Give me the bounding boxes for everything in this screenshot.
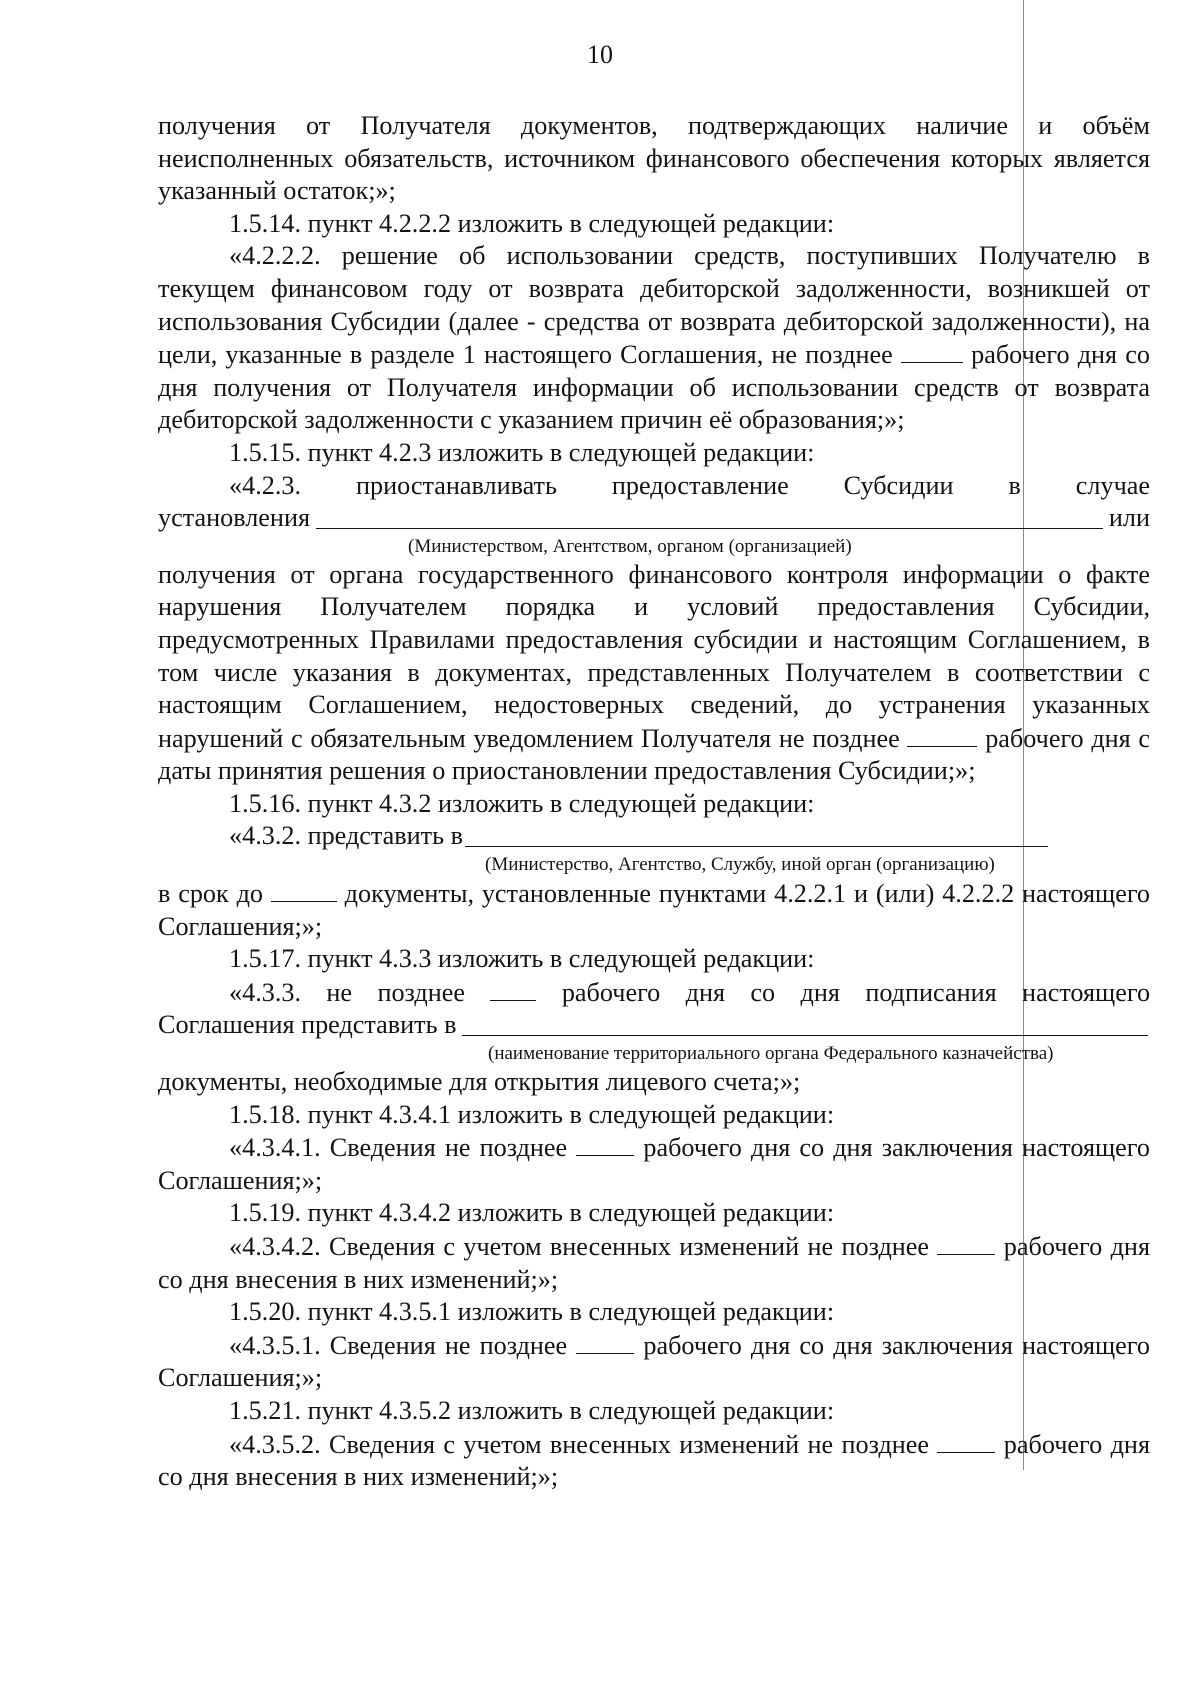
blank-field [576, 1329, 634, 1354]
clause-4-2-2-2-text-a: «4.2.2.2. решение об использовании средств, поступивших Получателю в текущем финансовом году от возврата дебиторской задолженности, возникшей от использования Субсидии (далее - средства от возврата дебиторской задолженности), на цели, указанные в разделе 1 настоящего Соглашения, не позднее [158, 241, 1150, 370]
clause-4-3-3-text-a: «4.3.3. не позднее [229, 977, 466, 1007]
clause-4-3-2-text-b: документы, установленные пунктами 4.2.2.1 и (или) 4.2.2.2 настоящего Соглашения;»; [158, 879, 1151, 941]
clause-4-3-3-head [158, 976, 1150, 1010]
clause-4-3-3-text-c: Соглашения представить в [158, 1010, 457, 1040]
clause-4-3-2-head: «4.3.2. представить в [229, 821, 463, 851]
paragraph-continuation: получения от Получателя документов, подтверждающих наличие и объём неисполненных обязательств, источником финансового обеспечения которых является указанный остаток;»; [158, 111, 1150, 206]
clause-4-2-3-text-a: получения от органа государственного финансового контроля информации о факте нарушения Получателем порядка и условий предоставления Субсидии, предусмотренных Правилами предоставления субсидии и настоящим Соглашением, в том числе указания в документах, представленных Получателем в соответствии с настоящим Соглашением, недостоверных сведений, до устранения указанных нарушений с обязательным уведомлением Получателя не позднее [158, 559, 1150, 753]
blank-field [576, 1131, 634, 1156]
page-number: 10 [587, 40, 613, 69]
clause-4-3-4-2-text-a: «4.3.4.2. Сведения с учетом внесенных изменений не позднее [229, 1232, 930, 1261]
blank-field [937, 1230, 995, 1255]
clause-4-3-3-text-b: рабочего дня со дня подписания настоящего [561, 977, 1151, 1007]
clause-4-3-2-body [158, 877, 1150, 943]
clause-4-2-3-head: «4.2.3. приостанавливать предоставление Субсидии в случае [229, 470, 1150, 500]
item-1-5-14: 1.5.14. пункт 4.2.2.2 изложить в следующей редакции: [229, 208, 835, 238]
clause-4-3-3-row [158, 1009, 1150, 1042]
clause-4-3-4-1-text-a: «4.3.4.1. Сведения не позднее [229, 1133, 568, 1163]
clause-4-3-3-end: документы, необходимые для открытия лицевого счета;»; [158, 1067, 801, 1097]
item-1-5-19: 1.5.19. пункт 4.3.4.2 изложить в следующей редакции: [229, 1198, 835, 1228]
blank-field [271, 877, 337, 902]
clause-4-2-3-body [158, 559, 1150, 788]
item-1-5-21: 1.5.21. пункт 4.3.5.2 изложить в следующей редакции: [229, 1395, 835, 1425]
clause-4-3-5-1-text-b: рабочего дня со дня заключения настоящего Соглашения;»; [158, 1330, 1150, 1393]
item-1-5-15: 1.5.15. пункт 4.2.3 изложить в следующей редакции: [229, 437, 815, 467]
clause-4-3-5-1 [158, 1329, 1150, 1395]
blank-field [937, 1428, 995, 1453]
blank-treasury-field [462, 1011, 1148, 1036]
caption-body: (Министерство, Агентство, Службу, иной орган (организацию) [485, 854, 995, 876]
item-1-5-17: 1.5.17. пункт 4.3.3 изложить в следующей редакции: [229, 944, 815, 974]
clause-4-2-2-2 [158, 240, 1150, 437]
establishment-label: установления [158, 503, 310, 533]
clause-4-3-4-1 [158, 1131, 1150, 1197]
blank-field [907, 722, 977, 747]
blank-field [490, 976, 536, 1001]
or-label: или [1108, 503, 1150, 533]
item-1-5-20: 1.5.20. пункт 4.3.5.1 изложить в следующей редакции: [229, 1297, 835, 1327]
item-1-5-18: 1.5.18. пункт 4.3.4.1 изложить в следующей редакции: [229, 1099, 835, 1129]
clause-4-3-5-2 [158, 1428, 1150, 1494]
blank-body-field [465, 822, 1048, 847]
clause-4-2-2-2-text-b: рабочего дня со дня получения от Получателя информации об использовании средств от возврата дебиторской задолженности с указанием причин её образования;»; [158, 340, 1150, 435]
item-1-5-16: 1.5.16. пункт 4.3.2 изложить в следующей редакции: [229, 788, 815, 818]
caption-treasury: (наименование территориального органа Федерального казначейства) [488, 1043, 1054, 1065]
establishment-row [158, 502, 1150, 535]
clause-4-3-4-2-text-b: рабочего дня со дня внесения в них изменений;»; [158, 1232, 1150, 1294]
clause-4-3-5-2-text-b: рабочего дня со дня внесения в них изменений;»; [158, 1429, 1150, 1492]
clause-4-3-4-1-text-b: рабочего дня со дня заключения настоящего Соглашения;»; [158, 1133, 1150, 1195]
clause-4-3-2-text-a: в срок до [158, 879, 263, 909]
document-body [158, 110, 1150, 1494]
blank-field [901, 338, 963, 363]
clause-4-3-2-row [158, 820, 1150, 853]
caption-authority: (Министерством, Агентством, органом (организацией) [408, 535, 852, 557]
blank-authority-field [316, 504, 1103, 529]
clause-4-3-5-2-text-a: «4.3.5.2. Сведения с учетом внесенных изменений не позднее [229, 1429, 930, 1459]
clause-4-2-3-text-b: рабочего дня с даты принятия решения о приостановлении предоставления Субсидии;»; [158, 723, 1151, 786]
clause-4-3-4-2 [158, 1230, 1150, 1296]
clause-4-3-5-1-text-a: «4.3.5.1. Сведения не позднее [229, 1330, 568, 1360]
